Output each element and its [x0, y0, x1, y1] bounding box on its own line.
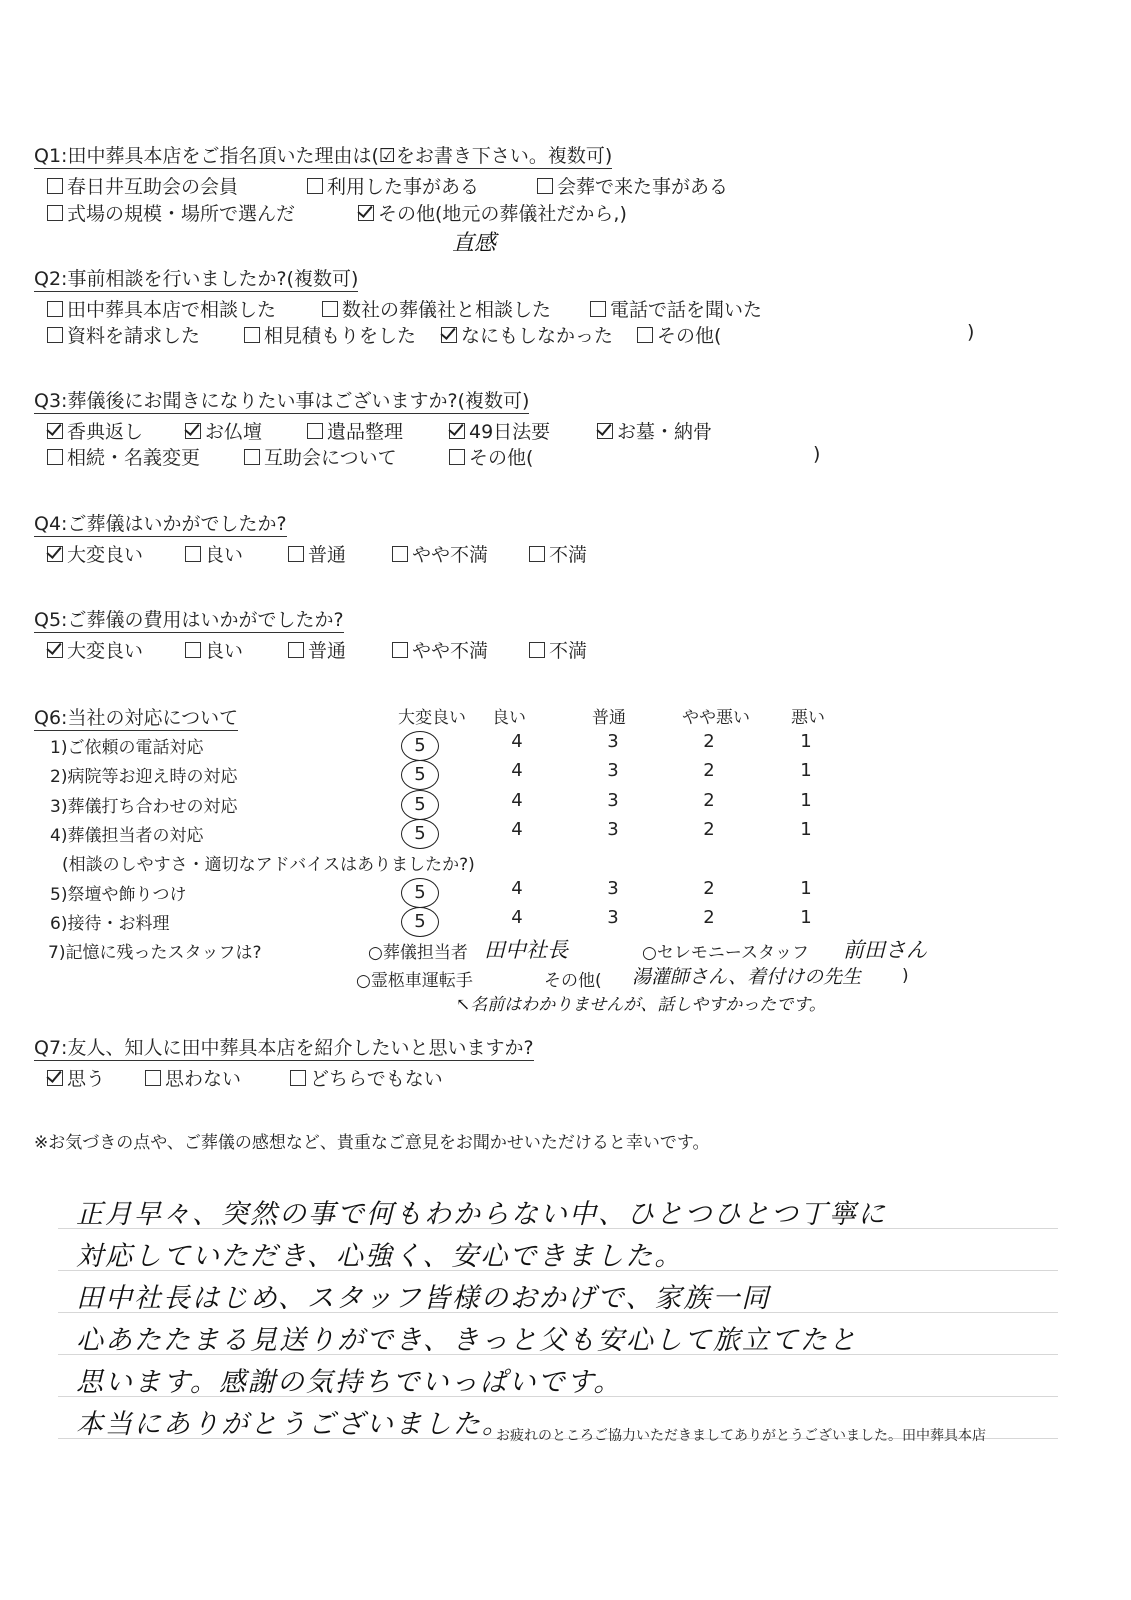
- q2-option-1[interactable]: 田中葬具本店で相談した: [47, 295, 276, 322]
- q5-option-3[interactable]: 普通: [288, 636, 346, 663]
- q6-score-option[interactable]: [593, 907, 633, 928]
- comment-line-3: 田中社長はじめ、スタッフ皆様のおかげで、家族一同: [76, 1283, 771, 1314]
- q4-option-4[interactable]: やや不満: [392, 540, 488, 567]
- q3-option-4[interactable]: 49日法要: [449, 417, 550, 444]
- footer-thanks: お疲れのところご協力いただきましてありがとうございました。田中葬具本店: [496, 1428, 986, 1444]
- q4-option-2[interactable]: 良い: [185, 540, 243, 567]
- score-value: 4: [511, 731, 523, 752]
- q6-score-selected[interactable]: [400, 790, 440, 820]
- score-value: 5: [401, 731, 439, 761]
- score-value: 1: [800, 878, 812, 899]
- q6-score-option[interactable]: [497, 819, 537, 840]
- q6-row-label: 1)ご依頼の電話対応: [50, 738, 204, 758]
- q6-staff-3: ○霊柩車運転手: [356, 971, 473, 991]
- score-value: 2: [703, 760, 715, 781]
- q2-option-5[interactable]: 相見積もりをした: [244, 321, 416, 348]
- score-value: 3: [607, 760, 619, 781]
- score-value: 1: [800, 790, 812, 811]
- score-value: 2: [703, 790, 715, 811]
- score-value: 2: [703, 907, 715, 928]
- q6-staff-1-handwritten: 田中社長: [484, 938, 568, 962]
- q6-score-option[interactable]: [786, 907, 826, 928]
- score-value: 4: [511, 790, 523, 811]
- q1-title: Q1:田中葬具本店をご指名頂いた理由は(☑をお書き下さい。複数可): [34, 145, 613, 167]
- q6-header-2: 良い: [492, 708, 526, 728]
- q6-staff-2: ○セレモニースタッフ: [642, 943, 809, 963]
- q6-score-option[interactable]: [593, 731, 633, 752]
- comment-line-5: 思います。感謝の気持ちでいっぱいです。: [76, 1367, 623, 1398]
- q6-score-option[interactable]: [786, 878, 826, 899]
- comment-line-6: 本当にありがとうございました。: [76, 1409, 511, 1440]
- q6-score-option[interactable]: [689, 878, 729, 899]
- q6-score-selected[interactable]: [400, 878, 440, 908]
- q6-score-selected[interactable]: [400, 819, 440, 849]
- q6-row-label: 4)葬儀担当者の対応: [50, 826, 204, 846]
- score-value: 5: [401, 790, 439, 820]
- q2-option-4[interactable]: 資料を請求した: [47, 321, 200, 348]
- q7-title: Q7:友人、知人に田中葬具本店を紹介したいと思いますか?: [34, 1037, 534, 1059]
- score-value: 3: [607, 907, 619, 928]
- q7-option-1[interactable]: 思う: [47, 1064, 105, 1091]
- q6-score-option[interactable]: [786, 819, 826, 840]
- q6-staff-2-handwritten: 前田さん: [843, 938, 927, 962]
- score-value: 4: [511, 760, 523, 781]
- score-value: 4: [511, 907, 523, 928]
- q6-header-5: 悪い: [791, 708, 825, 728]
- score-value: 3: [607, 819, 619, 840]
- q6-score-option[interactable]: [689, 819, 729, 840]
- q6-row-label: 6)接待・お料理: [50, 914, 170, 934]
- q6-score-selected[interactable]: [400, 760, 440, 790]
- q6-header-1: 大変良い: [398, 708, 466, 728]
- q6-score-option[interactable]: [593, 878, 633, 899]
- comment-line-1: 正月早々、突然の事で何もわからない中、ひとつひとつ丁寧に: [76, 1199, 887, 1230]
- checkbox[interactable]: [47, 205, 63, 221]
- q6-header-4: やや悪い: [682, 708, 750, 728]
- checkbox-checked[interactable]: [358, 205, 374, 221]
- q6-score-option[interactable]: [786, 760, 826, 781]
- q1-option-2[interactable]: 利用した事がある: [307, 172, 479, 199]
- q3-option-3[interactable]: 遺品整理: [307, 417, 403, 444]
- score-value: 1: [800, 760, 812, 781]
- q6-score-selected[interactable]: [400, 907, 440, 937]
- checkbox[interactable]: [47, 178, 63, 194]
- score-value: 4: [511, 878, 523, 899]
- q6-score-option[interactable]: [593, 760, 633, 781]
- q7-option-3[interactable]: どちらでもない: [290, 1064, 443, 1091]
- q6-row-label: 5)祭壇や飾りつけ: [50, 885, 187, 905]
- q5-option-2[interactable]: 良い: [185, 636, 243, 663]
- q5-title: Q5:ご葬儀の費用はいかがでしたか?: [34, 609, 344, 631]
- q6-score-option[interactable]: [786, 731, 826, 752]
- q6-score-option[interactable]: [689, 907, 729, 928]
- q3-title: Q3:葬儀後にお聞きになりたい事はございますか?(複数可): [34, 390, 530, 412]
- score-value: 5: [401, 878, 439, 908]
- q6-score-option[interactable]: [689, 760, 729, 781]
- checkbox[interactable]: [307, 178, 323, 194]
- q6-staff-4-handwritten: 湯灌師さん、着付けの先生: [632, 966, 862, 988]
- q6-header-3: 普通: [592, 708, 626, 728]
- q6-score-option[interactable]: [689, 731, 729, 752]
- score-value: 1: [800, 907, 812, 928]
- q6-staff-label: 7)記憶に残ったスタッフは?: [48, 943, 262, 963]
- q6-row-label: 2)病院等お迎え時の対応: [50, 767, 238, 787]
- comment-request: ※お気づきの点や、ご葬儀の感想など、貴重なご意見をお聞かせいただけると幸いです。: [34, 1133, 710, 1153]
- q2-option-7[interactable]: その他(: [637, 321, 721, 348]
- q1-option-4[interactable]: 式場の規模・場所で選んだ: [47, 199, 295, 226]
- q6-score-option[interactable]: [786, 790, 826, 811]
- q6-score-option[interactable]: [497, 760, 537, 781]
- score-value: 2: [703, 731, 715, 752]
- score-value: 2: [703, 819, 715, 840]
- q5-option-5[interactable]: 不満: [529, 636, 587, 663]
- q2-close-paren: ): [967, 321, 975, 343]
- q5-option-1[interactable]: 大変良い: [47, 636, 143, 663]
- q6-score-option[interactable]: [593, 819, 633, 840]
- q2-option-2[interactable]: 数社の葬儀社と相談した: [322, 295, 551, 322]
- q6-staff-1: ○葬儀担当者: [368, 943, 468, 963]
- q6-score-option[interactable]: [689, 790, 729, 811]
- score-value: 1: [800, 819, 812, 840]
- q6-score-option[interactable]: [497, 731, 537, 752]
- q6-score-option[interactable]: [497, 907, 537, 928]
- score-value: 1: [800, 731, 812, 752]
- score-value: 3: [607, 790, 619, 811]
- q6-score-selected[interactable]: [400, 731, 440, 761]
- q1-option-1[interactable]: 春日井互助会の会員: [47, 172, 238, 199]
- q3-option-2[interactable]: お仏壇: [185, 417, 262, 444]
- comment-line-4: 心あたたまる見送りができ、きっと父も安心して旅立てたと: [76, 1325, 858, 1356]
- q5-option-4[interactable]: やや不満: [392, 636, 488, 663]
- q3-option-6[interactable]: 相続・名義変更: [47, 443, 200, 470]
- q7-option-2[interactable]: 思わない: [145, 1064, 241, 1091]
- score-value: 5: [401, 819, 439, 849]
- q2-option-3[interactable]: 電話で話を聞いた: [590, 295, 762, 322]
- score-value: 4: [511, 819, 523, 840]
- q2-option-6[interactable]: なにもしなかった: [441, 321, 613, 348]
- checkbox[interactable]: [537, 178, 553, 194]
- q1-option-3[interactable]: 会葬で来た事がある: [537, 172, 728, 199]
- q6-score-option[interactable]: [593, 790, 633, 811]
- q2-title: Q2:事前相談を行いましたか?(複数可): [34, 268, 359, 290]
- q4-option-1[interactable]: 大変良い: [47, 540, 143, 567]
- q6-row-label: 3)葬儀打ち合わせの対応: [50, 797, 238, 817]
- q4-title: Q4:ご葬儀はいかがでしたか?: [34, 513, 287, 535]
- score-value: 5: [401, 760, 439, 790]
- q6-staff-4-close: ): [902, 966, 909, 986]
- q3-option-1[interactable]: 香典返し: [47, 417, 143, 444]
- score-value: 3: [607, 731, 619, 752]
- q6-staff-4: その他(: [544, 971, 602, 991]
- q4-option-3[interactable]: 普通: [288, 540, 346, 567]
- q3-close-paren: ): [813, 443, 821, 465]
- q6-title: Q6:当社の対応について: [34, 707, 239, 729]
- score-value: 3: [607, 878, 619, 899]
- q1-option-5[interactable]: その他(地元の葬儀社だから,): [358, 199, 627, 226]
- q6-score-option[interactable]: [497, 790, 537, 811]
- q6-note: (相談のしやすさ・適切なアドバイスはありましたか?): [62, 855, 475, 875]
- score-value: 2: [703, 878, 715, 899]
- q3-option-8[interactable]: その他(: [449, 443, 533, 470]
- q3-option-5[interactable]: お墓・納骨: [597, 417, 712, 444]
- score-value: 5: [401, 907, 439, 937]
- q3-option-7[interactable]: 互助会について: [244, 443, 397, 470]
- q4-option-5[interactable]: 不満: [529, 540, 587, 567]
- comment-line-2: 対応していただき、心強く、安心できました。: [76, 1241, 684, 1272]
- q6-score-option[interactable]: [497, 878, 537, 899]
- q1-handwritten-extra: 直感: [452, 231, 497, 256]
- q6-staff-note-handwritten: ↖名前はわかりませんが、話しやすかったです。: [456, 995, 826, 1015]
